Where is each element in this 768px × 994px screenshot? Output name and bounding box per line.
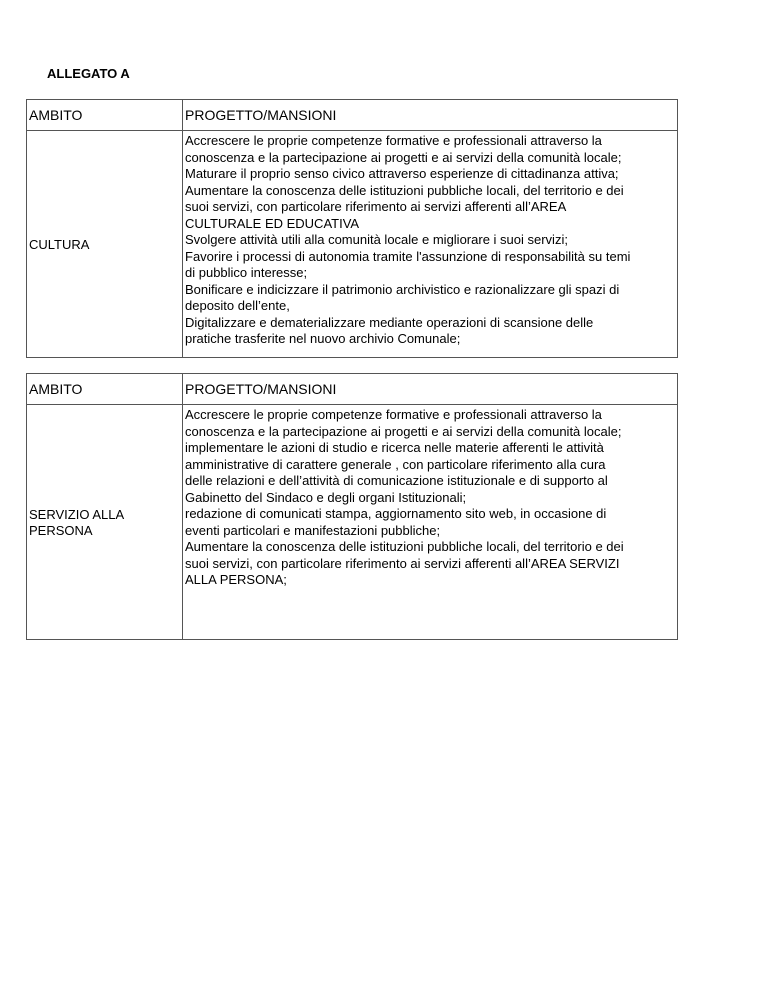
table-body-row	[27, 405, 678, 640]
progetto-line: ALLA PERSONA;	[185, 572, 287, 587]
progetto-line: pratiche trasferite nel nuovo archivio Comunale;	[185, 331, 461, 346]
progetto-line: Gabinetto del Sindaco e degli organi Istituzionali;	[185, 489, 467, 505]
progetto-line: amministrative di carattere generale , con particolare riferimento alla cura	[185, 456, 606, 472]
activity-table-cultura	[26, 99, 678, 358]
table-header-row	[27, 100, 678, 131]
ambito-label: CULTURA	[29, 236, 90, 252]
header-ambito: AMBITO	[27, 100, 183, 131]
progetto-line: di pubblico interesse;	[185, 265, 308, 280]
progetto-line: suoi servizi, con particolare riferimento ai servizi afferenti all’AREA SERVIZI	[185, 555, 620, 571]
progetto-line: conoscenza e la partecipazione ai progetti e ai servizi della comunità locale;	[185, 423, 622, 439]
ambito-label: PERSONA	[29, 523, 93, 538]
progetto-line: redazione di comunicati stampa, aggiornamento sito web, in occasione di	[185, 506, 607, 521]
progetto-line: Maturare il proprio senso civico attraverso esperienze di cittadinanza attiva;	[185, 166, 619, 181]
ambito-cell	[27, 131, 183, 358]
ambito-label: SERVIZIO ALLA	[29, 506, 125, 522]
activity-table-servizio-persona	[26, 373, 678, 640]
ambito-cell	[27, 405, 183, 640]
progetto-line: Digitalizzare e dematerializzare mediante operazioni di scansione delle	[185, 314, 594, 330]
progetto-line: implementare le azioni di studio e ricerca nelle materie afferenti le attività	[185, 440, 604, 455]
progetto-line: delle relazioni e dell’attività di comunicazione istituzionale e di supporto al	[185, 473, 608, 488]
header-progetto: PROGETTO/MANSIONI	[183, 100, 678, 131]
progetto-line: Svolgere attività utili alla comunità locale e migliorare i suoi servizi;	[185, 232, 568, 247]
header-ambito: AMBITO	[27, 374, 183, 405]
progetto-line: Accrescere le proprie competenze formative e professionali attraverso la	[185, 133, 602, 148]
progetto-line: Aumentare la conoscenza delle istituzioni pubbliche locali, del territorio e dei	[185, 539, 624, 554]
progetto-line: Bonificare e indicizzare il patrimonio archivistico e razionalizzare gli spazi di	[185, 281, 620, 297]
progetto-line: Aumentare la conoscenza delle istituzioni pubbliche locali, del territorio e dei	[185, 182, 624, 198]
progetto-cell	[183, 405, 678, 640]
progetto-line: deposito dell’ente,	[185, 298, 290, 313]
progetto-line: conoscenza e la partecipazione ai progetti e ai servizi della comunità locale;	[185, 149, 622, 165]
progetto-line: eventi particolari e manifestazioni pubbliche;	[185, 522, 441, 538]
document-title: ALLEGATO A	[47, 66, 130, 81]
progetto-line: suoi servizi, con particolare riferimento ai servizi afferenti all’AREA	[185, 199, 567, 214]
table-header-row	[27, 374, 678, 405]
progetto-line: CULTURALE ED EDUCATIVA	[185, 215, 360, 231]
progetto-cell	[183, 131, 678, 358]
progetto-line: Accrescere le proprie competenze formative e professionali attraverso la	[185, 407, 602, 422]
progetto-line: Favorire i processi di autonomia tramite l'assunzione di responsabilità su temi	[185, 248, 631, 264]
header-progetto: PROGETTO/MANSIONI	[183, 374, 678, 405]
table-body-row	[27, 131, 678, 358]
